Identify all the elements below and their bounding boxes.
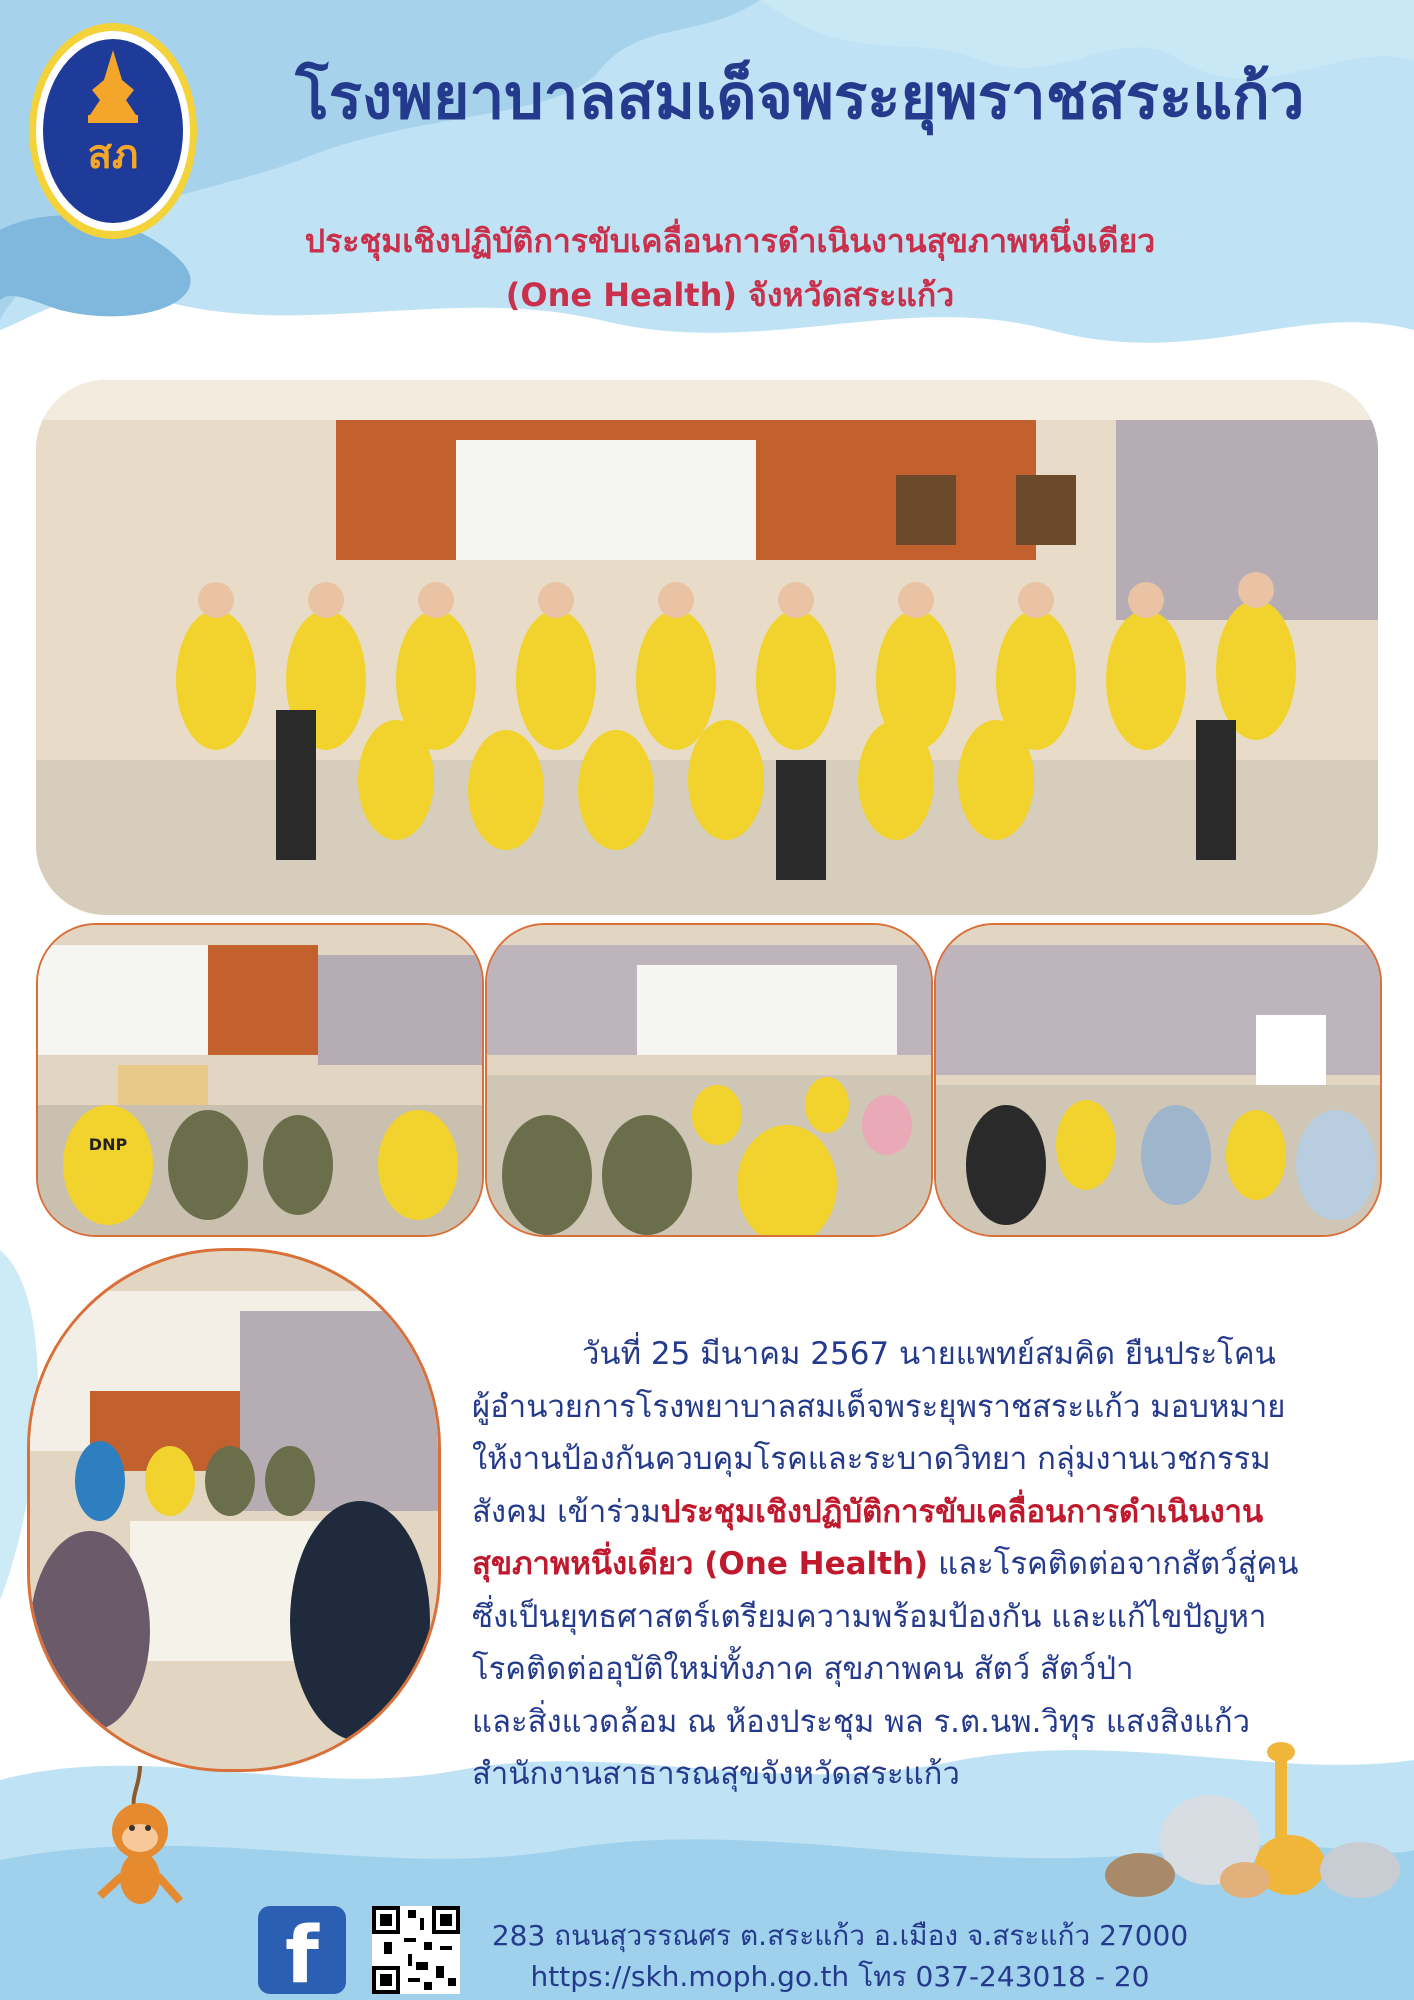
footer-contact[interactable]: https://skh.moph.go.th โทร 037-243018 - 20 bbox=[530, 1960, 1150, 1993]
description-line-2: ผู้อำนวยการโรงพยาบาลสมเด็จพระยุพราชสระแก้ว มอบหมาย bbox=[472, 1388, 1286, 1425]
description-line-5 bbox=[472, 1538, 1392, 1591]
description-line-4-plain: สังคม เข้าร่วม bbox=[472, 1493, 661, 1530]
description-line-1: วันที่ 25 มีนาคม 2567 นายแพทย์สมคิด ยืนประโคน bbox=[582, 1336, 1276, 1372]
description-line-4-highlight: ประชุมเชิงปฏิบัติการขับเคลื่อนการดำเนินงาน bbox=[660, 1493, 1264, 1530]
description-line-4 bbox=[472, 1486, 1392, 1539]
hospital-logo bbox=[26, 20, 200, 242]
facebook-icon[interactable]: f bbox=[258, 1906, 346, 1994]
description-line-7: โรคติดต่ออุบัติใหม่ทั้งภาค สุขภาพคน สัตว์ สัตว์ป่า bbox=[472, 1651, 1134, 1687]
event-description bbox=[472, 1328, 1392, 1801]
group-photo bbox=[36, 380, 1378, 915]
description-line-5-highlight: สุขภาพหนึ่งเดียว (One Health) bbox=[472, 1546, 929, 1582]
logo-monogram: สภ bbox=[87, 132, 139, 178]
monkey-illustration bbox=[80, 1766, 200, 1916]
description-line-6: ซึ่งเป็นยุทธศาสตร์เตรียมความพร้อมป้องกัน และแก้ไขปัญหา bbox=[472, 1598, 1267, 1635]
description-line-9: สำนักงานสาธารณสุขจังหวัดสระแก้ว bbox=[472, 1756, 960, 1792]
hospital-name-title: โรงพยาบาลสมเด็จพระยุพราชสระแก้ว bbox=[295, 60, 1305, 133]
description-line-5-plain: และโรคติดต่อจากสัตว์สู่คน bbox=[928, 1546, 1299, 1582]
meeting-photo-3 bbox=[934, 923, 1382, 1237]
meeting-photo-4 bbox=[27, 1248, 441, 1772]
meeting-photo-1 bbox=[36, 923, 484, 1237]
meeting-photo-2 bbox=[485, 923, 933, 1237]
event-title-line2: (One Health) จังหวัดสระแก้ว bbox=[505, 276, 955, 314]
footer-address: 283 ถนนสุวรรณศร ต.สระแก้ว อ.เมือง จ.สระแก้ว 27000 bbox=[491, 1919, 1189, 1952]
dnp-shirt-text: DNP bbox=[88, 1135, 128, 1154]
qr-code-icon bbox=[372, 1906, 460, 1994]
description-line-8: และสิ่งแวดล้อม ณ ห้องประชุม พล ร.ต.นพ.วิทุร แสงสิงแก้ว bbox=[472, 1703, 1251, 1740]
description-line-3: ให้งานป้องกันควบคุมโรคและระบาดวิทยา กลุ่มงานเวชกรรม bbox=[472, 1441, 1271, 1477]
event-title-line1: ประชุมเชิงปฏิบัติการขับเคลื่อนการดำเนินงานสุขภาพหนึ่งเดียว bbox=[304, 222, 1156, 260]
animals-illustration bbox=[1100, 1740, 1400, 1910]
